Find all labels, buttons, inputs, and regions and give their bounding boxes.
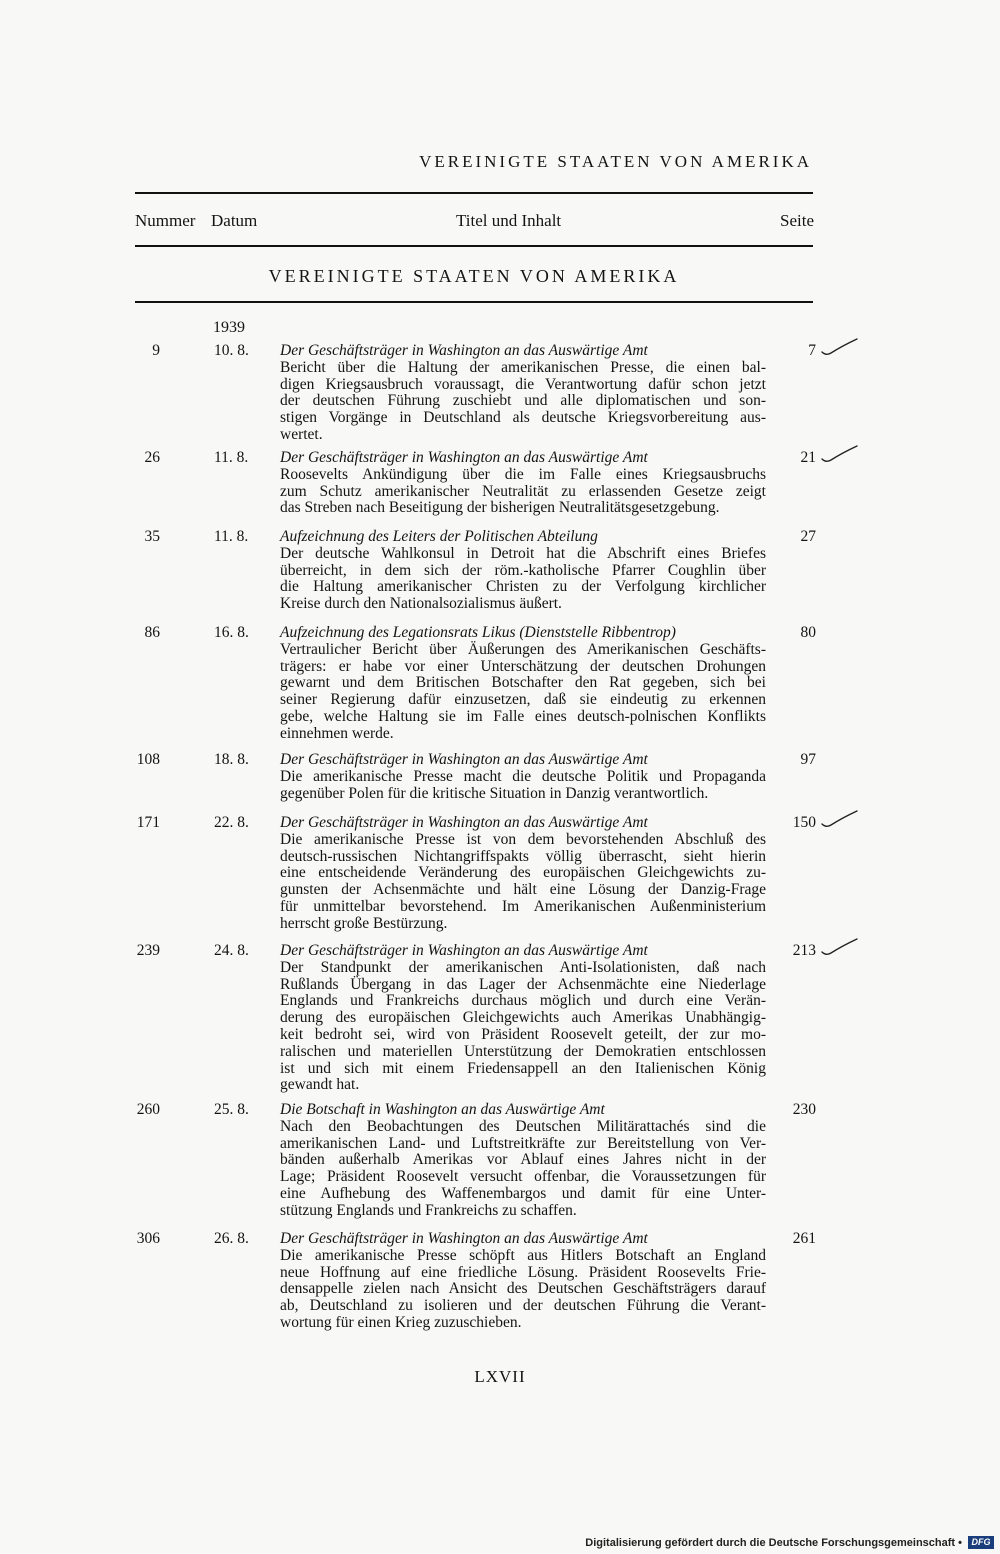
entry-date: 18. 8.	[214, 751, 249, 768]
entry-summary-line: trägers: er habe vor einer Unterschätzung der deutschen Drohungen	[280, 657, 766, 675]
entry-number: 239	[136, 942, 160, 959]
entry-body	[280, 343, 766, 444]
entry-date: 11. 8.	[214, 449, 249, 466]
entry-summary-line: Rußlands Übergang in das Lager der Achsenmächte eine Niederlage	[280, 975, 766, 993]
entry-summary-line: deutsch-russischen Nichtangriffspakts völlig überrascht, sieht hierin	[280, 847, 766, 865]
entry-summary-line: keit bedroht sei, wird von Präsident Roosevelt geteilt, der zur mo-	[280, 1025, 766, 1043]
entry-body	[280, 815, 766, 933]
entry-page-number: 21	[800, 449, 816, 466]
entry-body	[280, 529, 766, 613]
digitization-credit	[585, 1537, 962, 1549]
entry-page-number: 213	[792, 942, 816, 959]
entry-title: Der Geschäftsträger in Washington an das Auswärtige Amt	[280, 814, 648, 831]
entry-summary-line: wortung für einen Krieg zuzuschieben.	[280, 1313, 522, 1331]
entry-summary-line: Kreise durch den Nationalsozialismus äußert.	[280, 595, 562, 613]
entry-summary-line: Lage; Präsident Roosevelt versucht offenbar, die Voraussetzungen für	[280, 1168, 766, 1186]
pencil-checkmark-icon	[820, 444, 860, 466]
entry-number: 26	[144, 449, 160, 466]
entry-summary-line: gewandt hat.	[280, 1076, 360, 1094]
entry-summary-line: Vertraulicher Bericht über Äußerungen des Amerikanischen Geschäfts-	[280, 640, 766, 658]
dfg-logo: DFG	[968, 1536, 994, 1549]
entry-title: Aufzeichnung des Leiters der Politischen Abteilung	[280, 528, 598, 545]
column-header-date: Datum	[211, 211, 258, 230]
entry-body	[280, 625, 766, 743]
entry-summary-line: Roosevelts Ankündigung über die im Falle eines Kriegsausbruchs	[280, 465, 766, 483]
entry-number: 260	[136, 1101, 160, 1118]
year-label: 1939	[213, 319, 245, 336]
entry-body	[280, 752, 766, 802]
entry-page-number: 80	[800, 624, 816, 641]
entry-page-number: 97	[800, 751, 816, 768]
entry-date: 24. 8.	[214, 942, 249, 959]
entry-summary-line: wertet.	[280, 425, 323, 443]
entry-summary-line: ist und sich mit einem Friedensappell an den Italienischen König	[280, 1059, 766, 1077]
entry-summary-line: gunsten der Achsenmächte und hält eine Lösung der Danzig-Frage	[280, 881, 766, 899]
entry-summary-line: ab, Deutschland zu isolieren und der deutschen Führung die Verant-	[280, 1297, 766, 1315]
entry-summary-line: gebe, welche Haltung sie im Falle eines deutsch-polnischen Konflikts	[280, 707, 766, 725]
entry-page-number: 7	[808, 342, 816, 359]
entry-summary-line: neue Hoffnung auf eine friedliche Lösung. Präsident Roosevelts Frie-	[280, 1263, 766, 1281]
entry-summary-line: herrscht große Bestürzung.	[280, 914, 448, 932]
entry-summary-line: bänden außerhalb Amerikas vor Ablauf eines Jahres nicht in der	[280, 1151, 766, 1169]
section-title: VEREINIGTE STAATEN VON AMERIKA	[268, 266, 680, 286]
entry-date: 11. 8.	[214, 528, 249, 545]
entry-title: Der Geschäftsträger in Washington an das Auswärtige Amt	[280, 1230, 648, 1247]
pencil-checkmark-icon	[820, 337, 860, 359]
entry-summary-line: gegenüber Polen für die kritische Situation in Danzig verantwortlich.	[280, 784, 709, 802]
entry-summary-line: Nach den Beobachtungen des Deutschen Militärattachés sind die	[280, 1117, 766, 1135]
credit-separator: •	[958, 1537, 962, 1549]
entry-summary-line: zum Schutz amerikanischer Neutralität zu erlassenden Gesetze zeigt	[280, 482, 766, 500]
entry-date: 10. 8.	[214, 342, 249, 359]
entry-number: 171	[136, 814, 160, 831]
column-header-number: Nummer	[135, 211, 196, 230]
entry-summary-line: der deutschen Führung zuschiebt und alle diplomatischen und son-	[280, 392, 766, 410]
entry-summary-line: für unmittelbar bevorstehend. Im Amerikanischen Außenministerium	[280, 897, 766, 915]
entry-number: 306	[136, 1230, 160, 1247]
entry-summary-line: eine entscheidende Veränderung des europäischen Gleichgewichts zu-	[280, 864, 766, 882]
entry-summary-line: densappelle zielen nach Ansicht des Deutschen Geschäftsträgers darauf	[280, 1280, 766, 1298]
credit-text: Digitalisierung gefördert durch die Deutsche Forschungsgemeinschaft	[585, 1537, 956, 1549]
entry-summary-line: Die amerikanische Presse ist von dem bevorstehenden Abschluß des	[280, 830, 766, 848]
entry-summary-line: überreicht, in dem sich der röm.-katholische Pfarrer Coughlin über	[280, 561, 766, 579]
entry-title: Der Geschäftsträger in Washington an das Auswärtige Amt	[280, 342, 648, 359]
page-folio: LXVII	[474, 1367, 526, 1386]
entry-summary-line: Der deutsche Wahlkonsul in Detroit hat die Abschrift eines Briefes	[280, 544, 766, 562]
entry-date: 16. 8.	[214, 624, 249, 641]
header-rule-top	[135, 192, 813, 194]
entry-date: 22. 8.	[214, 814, 249, 831]
entry-page-number: 261	[792, 1230, 816, 1247]
entry-date: 26. 8.	[214, 1230, 249, 1247]
entry-summary-line: eine Aufhebung des Waffenembargos und damit für eine Unter-	[280, 1184, 766, 1202]
entry-number: 86	[144, 624, 160, 641]
entry-summary-line: Der Standpunkt der amerikanischen Anti-Isolationisten, daß nach	[280, 958, 766, 976]
column-header-page: Seite	[780, 211, 814, 230]
entry-summary-line: Die amerikanische Presse schöpft aus Hitlers Botschaft an England	[280, 1246, 766, 1264]
entry-title: Der Geschäftsträger in Washington an das Auswärtige Amt	[280, 751, 648, 768]
entry-page-number: 150	[792, 814, 816, 831]
entry-summary-line: digen Kriegsausbruch voraussagt, die Verantwortung dafür schon jetzt	[280, 375, 766, 393]
column-header-title: Titel und Inhalt	[456, 211, 562, 230]
pencil-checkmark-icon	[820, 809, 860, 831]
entry-summary-line: stigen Vorgänge in Deutschland als deutsche Kriegsvorbereitung aus-	[280, 409, 766, 427]
entry-summary-line: ralischen und materiellen Unterstützung der Demokratien entschlossen	[280, 1042, 766, 1060]
running-title: VEREINIGTE STAATEN VON AMERIKA	[419, 152, 812, 171]
entry-number: 108	[136, 751, 160, 768]
section-rule	[135, 301, 813, 303]
entry-summary-line: die Haltung amerikanischer Christen zu der Verfolgung kirchlicher	[280, 578, 766, 596]
entry-body	[280, 1231, 766, 1332]
entry-title: Die Botschaft in Washington an das Auswärtige Amt	[280, 1101, 605, 1118]
entry-summary-line: das Streben nach Beseitigung der bisherigen Neutralitätsgesetzgebung.	[280, 499, 720, 517]
entry-body	[280, 943, 766, 1094]
header-rule-bottom	[135, 245, 813, 247]
entry-summary-line: einnehmen werde.	[280, 724, 394, 742]
entry-title: Der Geschäftsträger in Washington an das Auswärtige Amt	[280, 942, 648, 959]
entry-number: 35	[144, 528, 160, 545]
entry-summary-line: derung des europäischen Gleichgewichts auch Amerikas Unabhängig-	[280, 1009, 766, 1027]
entry-number: 9	[152, 342, 160, 359]
entry-summary-line: seiner Regierung dafür einzusetzen, daß sie eindeutig zu erkennen	[280, 691, 766, 709]
entry-summary-line: Englands und Frankreichs durchaus möglich und durch eine Verän-	[280, 992, 766, 1010]
entry-title: Der Geschäftsträger in Washington an das Auswärtige Amt	[280, 449, 648, 466]
entry-date: 25. 8.	[214, 1101, 249, 1118]
pencil-checkmark-icon	[820, 937, 860, 959]
entry-summary-line: Bericht über die Haltung der amerikanischen Presse, die einen bal-	[280, 358, 766, 376]
entry-title: Aufzeichnung des Legationsrats Likus (Dienststelle Ribbentrop)	[280, 624, 676, 641]
entry-summary-line: gewarnt und dem Britischen Botschafter den Rat gegeben, sich bei	[280, 674, 766, 692]
entry-summary-line: amerikanischen Land- und Luftstreitkräfte zur Bereitstellung von Ver-	[280, 1134, 766, 1152]
entry-body	[280, 1102, 766, 1220]
entry-summary-line: Die amerikanische Presse macht die deutsche Politik und Propaganda	[280, 767, 766, 785]
entry-body	[280, 450, 766, 517]
entry-page-number: 27	[800, 528, 816, 545]
entry-page-number: 230	[792, 1101, 816, 1118]
entry-summary-line: stützung Englands und Frankreichs zu schaffen.	[280, 1201, 577, 1219]
